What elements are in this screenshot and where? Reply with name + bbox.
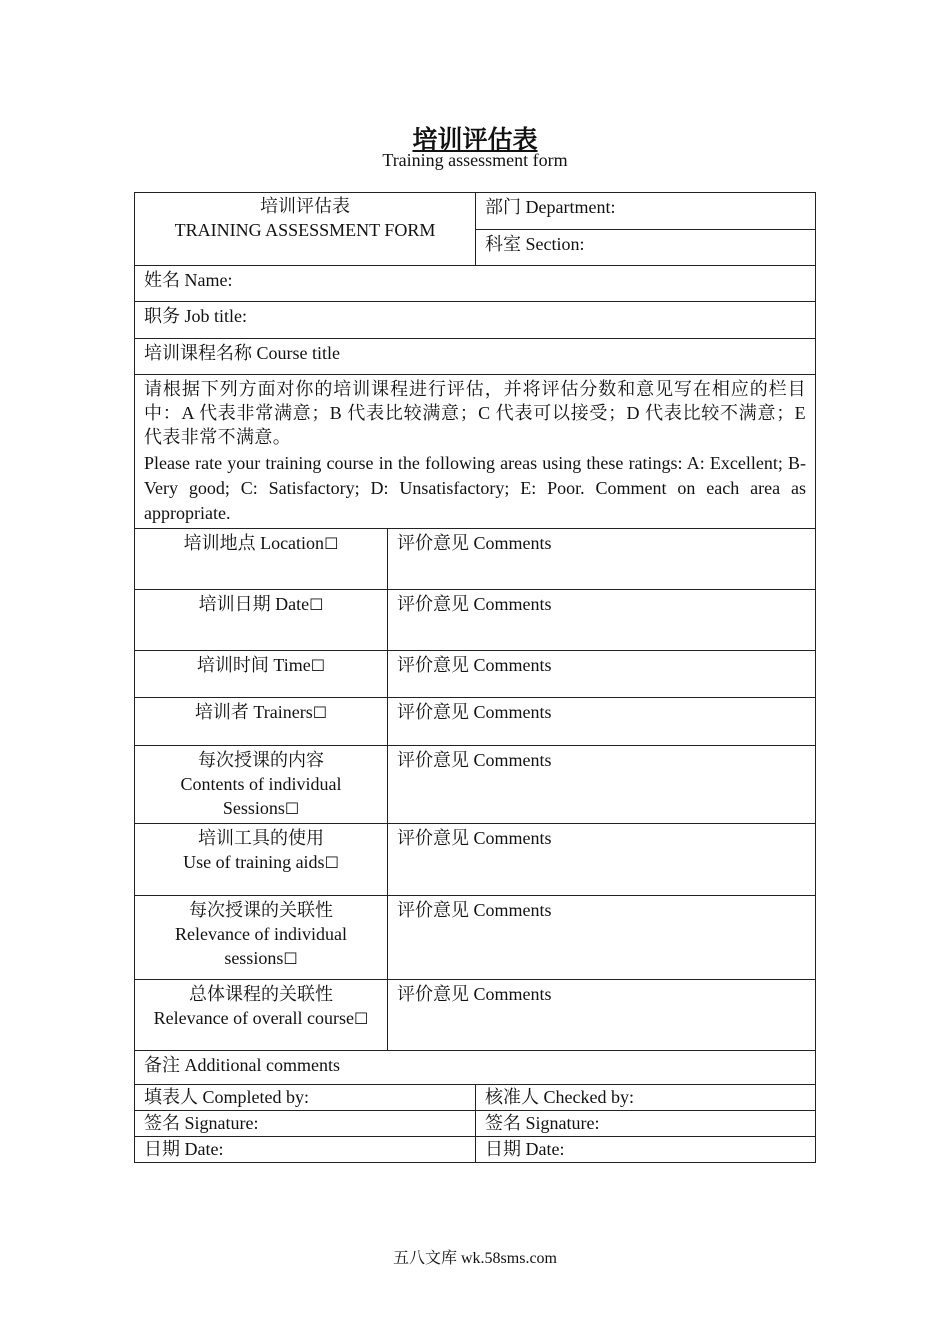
instructions xyxy=(135,375,816,529)
page-subtitle: Training assessment form xyxy=(382,150,568,170)
completed-by-field[interactable]: 填表人 Completed by: xyxy=(135,1085,476,1111)
comment-session-relevance[interactable]: 评价意见 Comments xyxy=(388,896,816,980)
footer-watermark: 五八文库 wk.58sms.com xyxy=(392,1250,557,1267)
checkbox-icon[interactable]: ☐ xyxy=(284,799,300,818)
form-title-zh: 培训评估表 xyxy=(260,196,350,216)
comment-trainers[interactable]: 评价意见 Comments xyxy=(388,698,816,746)
instructions-zh: 请根据下列方面对你的培训课程进行评估，并将评估分数和意见写在相应的栏目中：A 代表非常满意；B 代表比较满意；C 代表可以接受；D 代表比较不满意；E 代表非常不满意。 xyxy=(144,379,806,447)
checkbox-icon[interactable]: ☐ xyxy=(354,1009,369,1028)
comment-contents[interactable]: 评价意见 Comments xyxy=(388,746,816,824)
job-title-field[interactable]: 职务 Job title: xyxy=(135,302,816,339)
signature-right-field[interactable]: 签名 Signature: xyxy=(476,1111,816,1137)
department-field[interactable]: 部门 Department: xyxy=(476,193,816,230)
criterion-location: 培训地点 Location☐ xyxy=(135,529,388,590)
comment-location[interactable]: 评价意见 Comments xyxy=(388,529,816,590)
signature-left-field[interactable]: 签名 Signature: xyxy=(135,1111,476,1137)
comment-time[interactable]: 评价意见 Comments xyxy=(388,651,816,698)
checkbox-icon[interactable]: ☐ xyxy=(324,534,339,553)
criterion-time: 培训时间 Time☐ xyxy=(135,651,388,698)
comment-date[interactable]: 评价意见 Comments xyxy=(388,590,816,651)
checked-by-field[interactable]: 核准人 Checked by: xyxy=(476,1085,816,1111)
checkbox-icon[interactable]: ☐ xyxy=(309,595,324,614)
date-left-field[interactable]: 日期 Date: xyxy=(135,1137,476,1163)
checkbox-icon[interactable]: ☐ xyxy=(310,656,326,675)
form-header-cell xyxy=(135,193,476,266)
section-field[interactable]: 科室 Section: xyxy=(476,230,816,266)
checkbox-icon[interactable]: ☐ xyxy=(312,703,328,722)
criterion-training-aids: 培训工具的使用 Use of training aids☐ xyxy=(135,824,388,896)
criterion-session-relevance: 每次授课的关联性 Relevance of individual sessions☐ xyxy=(135,896,388,980)
checkbox-icon[interactable]: ☐ xyxy=(283,949,298,968)
form-title-en: TRAINING ASSESSMENT FORM xyxy=(174,220,436,240)
comment-course-relevance[interactable]: 评价意见 Comments xyxy=(388,980,816,1051)
assessment-table xyxy=(134,192,816,1163)
checkbox-icon[interactable]: ☐ xyxy=(324,853,339,872)
additional-comments[interactable]: 备注 Additional comments xyxy=(135,1051,816,1085)
instructions-en: Please rate your training course in the following areas using these ratings: A: Excellent; B-Very good; C: Satisfactory; D: Unsatisfactory; E: Poor. Comment on each area as appropriate. xyxy=(144,453,806,523)
criterion-date: 培训日期 Date☐ xyxy=(135,590,388,651)
criterion-trainers: 培训者 Trainers☐ xyxy=(135,698,388,746)
course-title-field[interactable]: 培训课程名称 Course title xyxy=(135,339,816,375)
criterion-contents: 每次授课的内容 Contents of individual Sessions☐ xyxy=(135,746,388,824)
comment-training-aids[interactable]: 评价意见 Comments xyxy=(388,824,816,896)
criterion-course-relevance: 总体课程的关联性 Relevance of overall course☐ xyxy=(135,980,388,1051)
name-field[interactable]: 姓名 Name: xyxy=(135,266,816,302)
date-right-field[interactable]: 日期 Date: xyxy=(476,1137,816,1163)
page-title: 培训评估表 xyxy=(412,127,538,154)
